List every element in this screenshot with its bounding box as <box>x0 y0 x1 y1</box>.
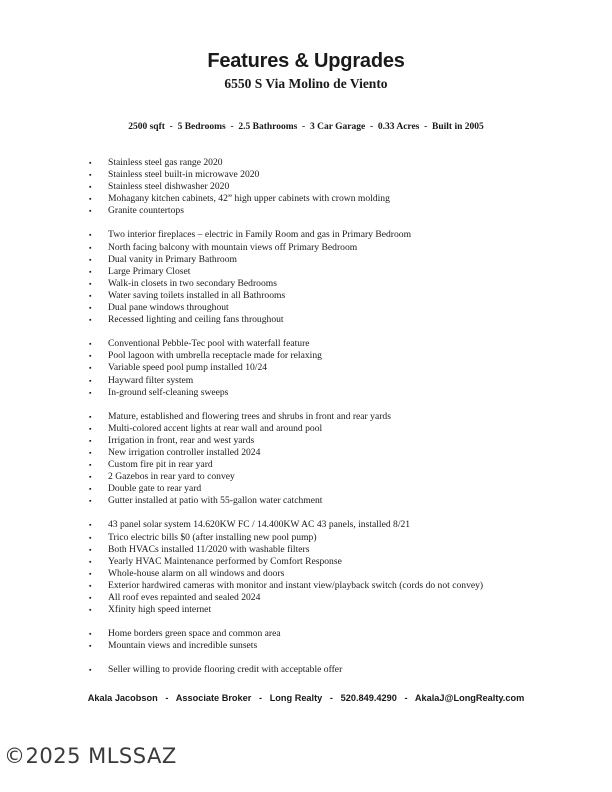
feature-item <box>89 604 589 616</box>
bullet-icon: ▪ <box>89 364 92 373</box>
feature-text: Dual vanity in Primary Bathroom <box>108 253 237 265</box>
bullet-icon: ▪ <box>89 485 92 494</box>
bullet-icon: ▪ <box>89 159 92 167</box>
feature-text: Pool lagoon with umbrella receptacle made for relaxing <box>108 350 322 362</box>
agent-contact-footer: Akala Jacobson - Associate Broker - Long Realty - 520.849.4290 - AkalaJ@LongRealty.com <box>87 693 525 703</box>
bullet-icon: ▪ <box>89 473 92 482</box>
feature-item <box>89 302 589 314</box>
feature-item <box>89 435 589 447</box>
feature-item <box>89 640 589 652</box>
bullet-icon: ▪ <box>89 316 92 325</box>
feature-item <box>89 459 589 471</box>
feature-item <box>89 375 589 387</box>
feature-item <box>89 278 589 290</box>
feature-text: Irrigation in front, rear and west yards <box>108 434 255 446</box>
feature-item <box>89 483 589 495</box>
bullet-icon: ▪ <box>89 243 92 252</box>
feature-text: 2 Gazebos in rear yard to convey <box>108 471 235 483</box>
feature-text: Dual pane windows throughout <box>108 302 229 314</box>
feature-item <box>89 181 589 193</box>
feature-item <box>89 423 589 435</box>
bullet-icon: ▪ <box>89 630 92 639</box>
feature-item <box>89 495 589 507</box>
bullet-icon: ▪ <box>89 436 92 445</box>
feature-group <box>89 157 589 217</box>
feature-text: Mohagany kitchen cabinets, 42” high upper cabinets with crown molding <box>108 193 390 205</box>
bullet-icon: ▪ <box>89 533 92 542</box>
feature-item <box>89 314 589 326</box>
feature-text: Hayward filter system <box>108 374 194 386</box>
feature-item <box>89 362 589 374</box>
feature-item <box>89 544 589 556</box>
feature-text: Large Primary Closet <box>108 265 191 277</box>
feature-text: In-ground self-cleaning sweeps <box>108 386 229 398</box>
property-specs: 2500 sqft - 5 Bedrooms - 2.5 Bathrooms - 3 Car Garage - 0.33 Acres - Built in 2005 <box>128 122 484 132</box>
feature-text: Yearly HVAC Maintenance performed by Comfort Response <box>108 555 342 567</box>
feature-item <box>89 205 589 217</box>
feature-group <box>89 338 589 398</box>
feature-item <box>89 664 589 676</box>
feature-item <box>89 193 589 205</box>
bullet-icon: ▪ <box>89 291 92 300</box>
feature-text: Two interior fireplaces – electric in Family Room and gas in Primary Bedroom <box>108 229 412 241</box>
feature-text: Custom fire pit in rear yard <box>108 459 213 471</box>
bullet-icon: ▪ <box>89 183 92 192</box>
feature-item <box>89 568 589 580</box>
feature-text: Stainless steel dishwasher 2020 <box>108 181 230 193</box>
feature-item <box>89 471 589 483</box>
feature-text: Walk-in closets in two secondary Bedrooms <box>108 277 277 289</box>
bullet-icon: ▪ <box>89 231 92 240</box>
feature-item <box>89 556 589 568</box>
feature-group <box>89 519 589 616</box>
bullet-icon: ▪ <box>89 461 92 470</box>
feature-text: Stainless steel gas range 2020 <box>108 157 223 168</box>
feature-text: 43 panel solar system 14.620KW FC / 14.400KW AC 43 panels, installed 8/21 <box>108 519 411 531</box>
bullet-icon: ▪ <box>89 557 92 566</box>
feature-text: Exterior hardwired cameras with monitor and instant view/playback switch (cords do not convey) <box>108 579 484 591</box>
feature-text: Seller willing to provide flooring credit with acceptable offer <box>108 664 343 676</box>
feature-text: New irrigation controller installed 2024 <box>108 446 261 458</box>
feature-group <box>89 664 589 676</box>
feature-item <box>89 519 589 531</box>
feature-item <box>89 592 589 604</box>
bullet-icon: ▪ <box>89 424 92 433</box>
feature-text: North facing balcony with mountain views off Primary Bedroom <box>108 241 358 253</box>
feature-item <box>89 157 589 169</box>
page-title: Features & Upgrades <box>207 50 405 72</box>
feature-group <box>89 229 589 326</box>
feature-group <box>89 628 589 652</box>
bullet-icon: ▪ <box>89 594 92 602</box>
feature-item <box>89 387 589 399</box>
feature-item <box>89 532 589 544</box>
feature-list <box>89 157 589 688</box>
feature-text: Both HVACs installed 11/2020 with washable filters <box>108 543 310 555</box>
feature-text: Trico electric bills $0 (after installing new pool pump) <box>108 531 317 543</box>
feature-text: All roof eves repainted and sealed 2024 <box>108 592 261 603</box>
feature-text: Home borders green space and common area <box>108 628 281 640</box>
feature-text: Multi-colored accent lights at rear wall and around pool <box>108 422 323 434</box>
feature-item <box>89 447 589 459</box>
bullet-icon: ▪ <box>89 255 92 264</box>
feature-text: Recessed lighting and ceiling fans throughout <box>108 314 284 326</box>
bullet-icon: ▪ <box>89 376 92 385</box>
bullet-icon: ▪ <box>89 581 92 590</box>
feature-text: Mature, established and flowering trees and shrubs in front and rear yards <box>108 410 391 422</box>
feature-item <box>89 254 589 266</box>
bullet-icon: ▪ <box>89 412 92 421</box>
bullet-icon: ▪ <box>89 642 92 651</box>
feature-group <box>89 411 589 508</box>
feature-text: Conventional Pebble-Tec pool with waterfall feature <box>108 338 310 350</box>
copyright-watermark: ©2025 MLSSAZ <box>4 744 177 768</box>
feature-text: Stainless steel built-in microwave 2020 <box>108 169 260 181</box>
bullet-icon: ▪ <box>89 521 92 530</box>
feature-text: Granite countertops <box>108 205 184 217</box>
bullet-icon: ▪ <box>89 606 92 615</box>
feature-item <box>89 338 589 350</box>
bullet-icon: ▪ <box>89 545 92 554</box>
feature-text: Xfinity high speed internet <box>108 604 212 616</box>
feature-text: Gutter installed at patio with 55-gallon water catchment <box>108 495 323 507</box>
bullet-icon: ▪ <box>89 497 92 506</box>
bullet-icon: ▪ <box>89 195 92 204</box>
bullet-icon: ▪ <box>89 171 92 180</box>
feature-item <box>89 350 589 362</box>
feature-item <box>89 411 589 423</box>
feature-item <box>89 628 589 640</box>
feature-text: Variable speed pool pump installed 10/24 <box>108 362 268 374</box>
bullet-icon: ▪ <box>89 352 92 361</box>
feature-item <box>89 169 589 181</box>
feature-text: Double gate to rear yard <box>108 483 202 495</box>
feature-item <box>89 266 589 278</box>
bullet-icon: ▪ <box>89 267 92 276</box>
bullet-icon: ▪ <box>89 448 92 457</box>
bullet-icon: ▪ <box>89 279 92 288</box>
feature-text: Whole-house alarm on all windows and doors <box>108 567 285 579</box>
bullet-icon: ▪ <box>89 666 92 675</box>
bullet-icon: ▪ <box>89 207 92 216</box>
bullet-icon: ▪ <box>89 304 92 313</box>
feature-item <box>89 242 589 254</box>
feature-item <box>89 229 589 241</box>
feature-item <box>89 580 589 592</box>
feature-text: Water saving toilets installed in all Bathrooms <box>108 289 286 301</box>
bullet-icon: ▪ <box>89 569 92 578</box>
feature-item <box>89 290 589 302</box>
property-address: 6550 S Via Molino de Viento <box>224 76 388 91</box>
feature-text: Mountain views and incredible sunsets <box>108 640 258 652</box>
bullet-icon: ▪ <box>89 388 92 397</box>
bullet-icon: ▪ <box>89 340 92 349</box>
